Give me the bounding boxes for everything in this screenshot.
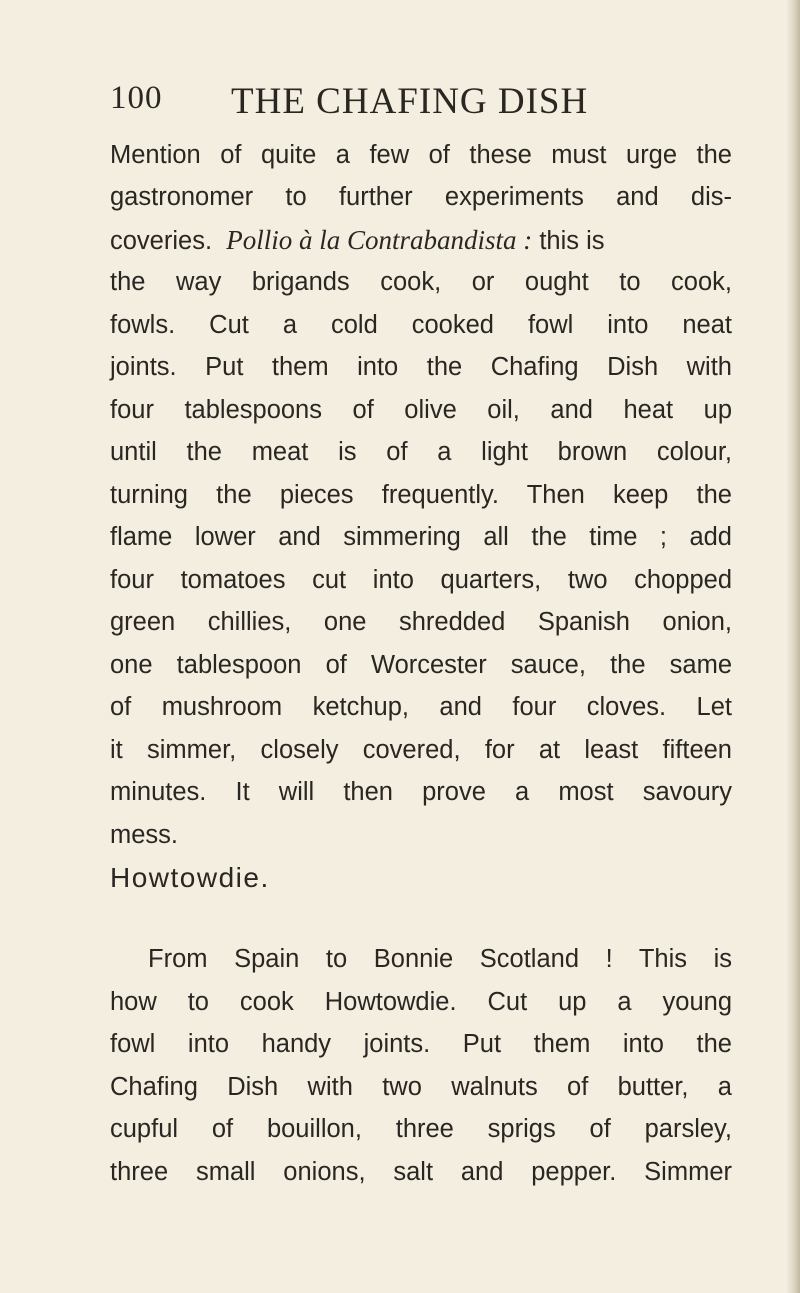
- text-line: four tablespoons of olive oil, and heat up: [110, 396, 732, 424]
- text-line: joints. Put them into the Chafing Dish with: [110, 353, 732, 381]
- text-line: mess.: [110, 821, 179, 849]
- text-line: one tablespoon of Worcester sauce, the same: [110, 651, 732, 679]
- text-line: turning the pieces frequently. Then keep the: [110, 481, 732, 509]
- text-line: Chafing Dish with two walnuts of butter, a: [110, 1073, 732, 1101]
- text-line: four tomatoes cut into quarters, two chopped: [110, 566, 732, 594]
- text-line: of mushroom ketchup, and four cloves. Let: [110, 693, 732, 721]
- text-fragment: this is: [539, 227, 605, 255]
- page-header: [110, 80, 750, 130]
- text-line: flame lower and simmering all the time ; add: [110, 523, 732, 551]
- text-line: cupful of bouillon, three sprigs of parsley,: [110, 1115, 732, 1143]
- text-line: how to cook Howtowdie. Cut up a young: [110, 988, 732, 1016]
- text-line: [110, 223, 732, 258]
- page-number: 100: [110, 80, 163, 116]
- text-line: it simmer, closely covered, for at least fifteen: [110, 736, 732, 764]
- text-line: gastronomer to further experiments and dis-: [110, 183, 732, 211]
- text-line: three small onions, salt and pepper. Simmer: [110, 1158, 732, 1186]
- text-line: minutes. It will then prove a most savoury: [110, 778, 732, 806]
- text-line: fowl into handy joints. Put them into the: [110, 1030, 732, 1058]
- text-line: Mention of quite a few of these must urge the: [110, 141, 732, 169]
- text-line: From Spain to Bonnie Scotland ! This is: [148, 945, 732, 973]
- text-fragment: coveries.: [110, 227, 213, 255]
- text-line: fowls. Cut a cold cooked fowl into neat: [110, 311, 732, 339]
- running-head: THE CHAFING DISH: [231, 81, 589, 122]
- section-heading-howtowdie: Howtowdie.: [110, 862, 270, 893]
- recipe-title-pollio: Pollio à la Contrabandista :: [226, 225, 533, 255]
- text-line: the way brigands cook, or ought to cook,: [110, 268, 732, 296]
- text-line: until the meat is of a light brown colour,: [110, 438, 732, 466]
- text-line: green chillies, one shredded Spanish onion,: [110, 608, 732, 636]
- page-edge-shadow: [786, 0, 800, 1293]
